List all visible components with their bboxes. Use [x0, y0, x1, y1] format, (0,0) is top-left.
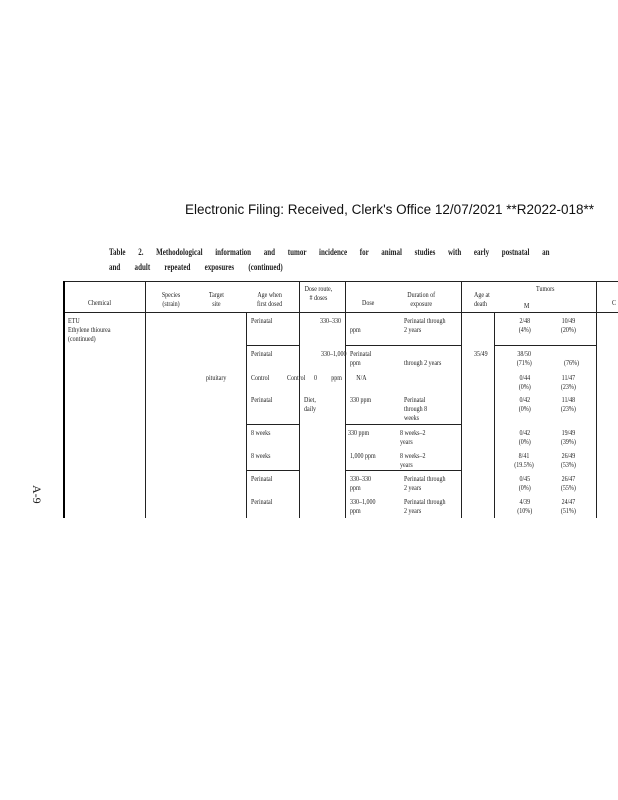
table-caption-line2: and adult repeated exposures (continued) — [109, 262, 283, 272]
table-cell-duration: Perinatal through 2 years — [404, 474, 446, 492]
col-header-dose: Dose — [362, 298, 375, 307]
column-divider — [145, 281, 146, 518]
table-cell-tumor-2: 24/47 (51%) — [560, 497, 576, 515]
column-divider — [461, 281, 462, 518]
table-cell-duration: Perinatal through 2 years — [404, 497, 446, 515]
table-top-rule — [64, 281, 618, 282]
table-cell-age: Perinatal — [251, 395, 273, 404]
table-cell-dose: 330 ppm — [348, 428, 370, 437]
chemical-name: ETU — [68, 316, 80, 325]
table-cell-tumor-1: 2/48 (4%) — [518, 316, 531, 334]
table-cell-tumor-1: 0/44 (0%) — [518, 373, 531, 391]
table-cell-tumor-2: 11/47 (23%) — [560, 373, 576, 391]
table-cell-tumor-1: 0/42 (0%) — [518, 428, 531, 446]
col-header-chemical: Chemical — [88, 298, 111, 307]
table-cell-dose: Perinatal ppm — [350, 349, 372, 367]
table-left-border — [63, 281, 65, 518]
table-cell-tumor-1: 8/41 (19.5%) — [514, 451, 534, 469]
table-cell-tumor-2: 26/49 (53%) — [560, 451, 576, 469]
chemical-fullname: Ethylene thiourea — [68, 325, 111, 334]
table-cell-route: 330–1,000 — [321, 349, 347, 358]
col-header-target: Target site — [208, 290, 224, 308]
table-cell-route: Control — [287, 373, 306, 382]
filing-stamp: Electronic Filing: Received, Clerk's Office 12/07/2021 **R2022-018** — [185, 202, 595, 217]
row-separator — [494, 345, 596, 346]
table-cell-tumor-2: (76%) — [564, 358, 579, 367]
col-header-tumors: Tumors — [536, 284, 555, 293]
row-separator — [246, 345, 299, 346]
page-number: A-9 — [30, 485, 44, 504]
table-cell-age-death: 35/49 — [474, 349, 488, 358]
table-cell-tumor-1: 0/42 (0%) — [518, 395, 531, 413]
table-cell-duration: Perinatal through 8 weeks — [404, 395, 428, 422]
table-cell-tumor-1: 0/45 (0%) — [518, 474, 531, 492]
table-cell-dose: 330–1,000 ppm — [350, 497, 376, 515]
table-cell-route: 330–330 — [320, 316, 341, 325]
table-cell-duration: 8 weeks–2 years — [400, 451, 426, 469]
row-separator — [246, 424, 299, 425]
col-header-duration: Duration of exposure — [407, 290, 436, 308]
table-cell-age: 8 weeks — [251, 451, 271, 460]
table-cell-age: Perinatal — [251, 316, 273, 325]
table-cell-age: Control — [251, 373, 270, 382]
table-cell-dose: ppm — [350, 325, 361, 334]
table-cell-age: 8 weeks — [251, 428, 271, 437]
row-separator — [246, 470, 299, 471]
table-caption-line1: Table 2. Methodological information and tumor incidence for animal studies with early postnatal an — [109, 247, 550, 257]
col-header-age-death: Age at death — [474, 290, 490, 308]
column-divider — [246, 312, 247, 518]
col-header-route: Dose route, # doses — [304, 284, 333, 302]
table-cell-dose: 0 ppm N/A — [314, 373, 367, 382]
table-cell-dose: 330–330 ppm — [350, 474, 371, 492]
table-cell-age: Perinatal — [251, 497, 273, 506]
table-cell-duration: Perinatal through 2 years — [404, 316, 446, 334]
table-cell-age: Perinatal — [251, 349, 273, 358]
row-separator — [345, 345, 461, 346]
table-cell-target: pituitary — [206, 373, 227, 382]
table-cell-duration: through 2 years — [404, 358, 442, 367]
col-header-tumors-m: M — [524, 301, 530, 310]
column-divider — [345, 281, 346, 518]
column-divider — [494, 312, 495, 518]
column-divider — [596, 281, 597, 518]
col-header-edge: C — [612, 298, 617, 307]
table-cell-tumor-2: 26/47 (55%) — [560, 474, 576, 492]
table-cell-duration: 8 weeks–2 years — [400, 428, 426, 446]
table-cell-tumor-1: 38/50 (71%) — [516, 349, 532, 367]
table-cell-tumor-2: 11/48 (23%) — [560, 395, 576, 413]
row-separator — [345, 424, 461, 425]
table-cell-dose: 1,000 ppm — [350, 451, 376, 460]
column-divider — [299, 281, 300, 518]
table-header-rule — [64, 312, 618, 313]
col-header-age: Age when first dosed — [257, 290, 283, 308]
col-header-species: Species (strain) — [161, 290, 181, 308]
table-cell-route: Diet, daily — [304, 395, 316, 413]
table-cell-tumor-1: 4/39 (10%) — [517, 497, 533, 515]
table-cell-tumor-2: 10/49 (20%) — [560, 316, 576, 334]
table-cell-dose: 330 ppm — [350, 395, 372, 404]
row-separator — [345, 470, 461, 471]
table-cell-age: Perinatal — [251, 474, 273, 483]
table-cell-tumor-2: 19/49 (39%) — [560, 428, 576, 446]
chemical-note: (continued) — [68, 334, 96, 343]
